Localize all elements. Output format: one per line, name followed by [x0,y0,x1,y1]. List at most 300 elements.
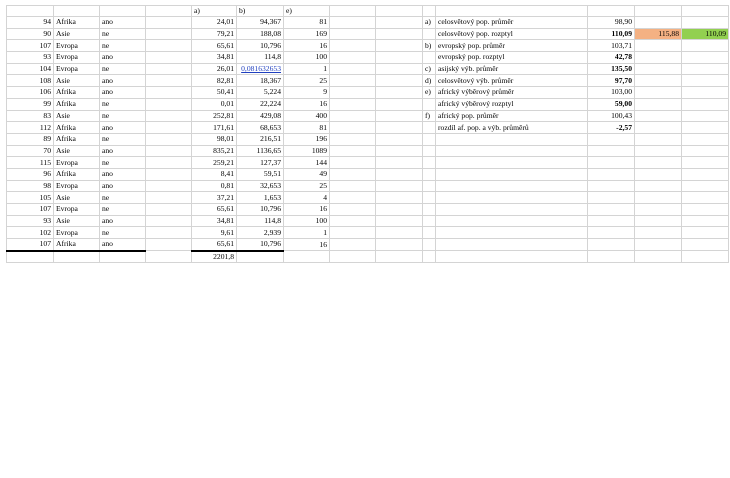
cell[interactable] [436,157,588,169]
cell[interactable] [635,168,682,180]
stat-label[interactable]: celosvětový výb. průměr [436,75,588,87]
cell-yes-no[interactable]: ne [100,28,146,40]
cell[interactable] [146,28,192,40]
cell-b[interactable]: 10,796 [237,239,284,251]
cell-a[interactable]: 65,61 [192,204,237,216]
cell-yes-no[interactable]: ano [100,215,146,227]
cell[interactable] [146,122,192,134]
cell[interactable] [682,215,729,227]
stat-tag[interactable]: d) [423,75,436,87]
cell[interactable] [376,145,423,157]
cell[interactable] [376,192,423,204]
cell[interactable] [588,192,635,204]
cell[interactable] [635,227,682,239]
cell-number[interactable]: 112 [7,122,54,134]
cell-number[interactable]: 70 [7,145,54,157]
stat-label[interactable]: evropský pop. průměr [436,40,588,52]
stat-tag[interactable]: a) [423,17,436,29]
stat-value[interactable]: 135,50 [588,63,635,75]
cell[interactable] [376,98,423,110]
cell-continent[interactable]: Afrika [54,133,100,145]
cell[interactable] [635,180,682,192]
cell[interactable] [682,40,729,52]
stat-value[interactable]: 98,90 [588,17,635,29]
cell-b[interactable]: 1136,65 [237,145,284,157]
cell[interactable] [376,87,423,99]
stat-label[interactable]: africký výběrový průměr [436,87,588,99]
cell-number[interactable]: 106 [7,87,54,99]
cell-a[interactable]: 252,81 [192,110,237,122]
cell-number[interactable]: 94 [7,17,54,29]
cell[interactable] [588,180,635,192]
cell-yes-no[interactable]: ano [100,87,146,99]
cell[interactable] [330,98,376,110]
cell-a[interactable]: 8,41 [192,168,237,180]
cell[interactable] [7,6,54,17]
cell[interactable] [635,52,682,64]
cell[interactable] [423,180,436,192]
cell-number[interactable]: 107 [7,204,54,216]
cell[interactable] [330,192,376,204]
cell-a[interactable]: 98,01 [192,133,237,145]
cell-number[interactable]: 96 [7,168,54,180]
cell[interactable] [376,180,423,192]
cell-continent[interactable]: Afrika [54,122,100,134]
cell-continent[interactable]: Evropa [54,157,100,169]
stat-label[interactable]: asijský výb. průměr [436,63,588,75]
cell-e[interactable]: 144 [284,157,330,169]
cell-a[interactable]: 9,61 [192,227,237,239]
cell-yes-no[interactable]: ne [100,133,146,145]
cell[interactable] [54,251,100,263]
cell-number[interactable]: 107 [7,239,54,251]
stat-value[interactable]: -2,57 [588,122,635,134]
cell[interactable] [682,239,729,251]
cell[interactable] [423,157,436,169]
stat-tag[interactable] [423,28,436,40]
cell-continent[interactable]: Afrika [54,168,100,180]
cell-number[interactable]: 90 [7,28,54,40]
cell[interactable] [588,227,635,239]
cell[interactable] [330,17,376,29]
stat-value[interactable]: 110,09 [588,28,635,40]
cell-b[interactable]: 127,37 [237,157,284,169]
cell[interactable] [423,204,436,216]
cell[interactable] [588,239,635,251]
cell-a[interactable]: 26,01 [192,63,237,75]
cell-yes-no[interactable]: ano [100,145,146,157]
cell-e[interactable]: 49 [284,168,330,180]
cell[interactable] [146,192,192,204]
cell[interactable] [635,145,682,157]
cell-e[interactable]: 1089 [284,145,330,157]
cell[interactable] [146,52,192,64]
cell[interactable] [682,192,729,204]
cell[interactable] [635,133,682,145]
cell-a[interactable]: 34,81 [192,215,237,227]
cell-e[interactable]: 100 [284,215,330,227]
cell-b[interactable]: 59,51 [237,168,284,180]
cell-yes-no[interactable]: ne [100,63,146,75]
stat-label[interactable]: africký výběrový rozptyl [436,98,588,110]
cell[interactable] [146,227,192,239]
cell-a[interactable]: 65,61 [192,40,237,52]
cell[interactable] [635,157,682,169]
cell[interactable] [146,75,192,87]
cell-a[interactable]: 37,21 [192,192,237,204]
stat-value[interactable]: 42,78 [588,52,635,64]
cell[interactable] [376,168,423,180]
cell-number[interactable]: 93 [7,215,54,227]
cell[interactable] [635,204,682,216]
cell[interactable] [423,192,436,204]
cell[interactable] [436,192,588,204]
cell-b[interactable]: 429,08 [237,110,284,122]
cell[interactable] [682,87,729,99]
cell-e[interactable]: 196 [284,133,330,145]
cell-a[interactable]: 0,81 [192,180,237,192]
total-a[interactable]: 2201,8 [192,251,237,263]
cell[interactable] [635,122,682,134]
cell[interactable] [635,110,682,122]
cell[interactable] [682,204,729,216]
cell-a[interactable]: 79,21 [192,28,237,40]
cell-yes-no[interactable]: ano [100,168,146,180]
cell[interactable] [376,122,423,134]
cell[interactable] [146,87,192,99]
cell[interactable] [436,180,588,192]
cell-a[interactable]: 50,41 [192,87,237,99]
cell[interactable] [376,75,423,87]
cell-continent[interactable]: Asie [54,75,100,87]
cell-b[interactable]: 10,796 [237,204,284,216]
cell-a[interactable]: 259,21 [192,157,237,169]
cell[interactable] [376,239,423,251]
cell[interactable] [146,157,192,169]
cell[interactable] [54,6,100,17]
cell[interactable] [376,28,423,40]
cell-continent[interactable]: Evropa [54,52,100,64]
cell[interactable] [423,227,436,239]
cell-yes-no[interactable]: ano [100,180,146,192]
cell-yes-no[interactable]: ano [100,122,146,134]
cell[interactable] [376,133,423,145]
cell[interactable] [588,251,635,263]
stat-tag[interactable] [423,98,436,110]
cell[interactable] [588,133,635,145]
cell-yes-no[interactable]: ne [100,192,146,204]
cell[interactable] [376,40,423,52]
cell[interactable] [330,215,376,227]
cell[interactable] [100,6,146,17]
cell[interactable] [682,6,729,17]
cell-yes-no[interactable]: ne [100,227,146,239]
stat-label[interactable]: celosvětový pop. průměr [436,17,588,29]
cell-b[interactable]: 0,081632653 [237,63,284,75]
cell-continent[interactable]: Evropa [54,180,100,192]
cell-b[interactable]: 114,8 [237,52,284,64]
cell[interactable] [682,145,729,157]
cell-a[interactable]: 65,61 [192,239,237,251]
cell[interactable] [330,145,376,157]
cell-e[interactable]: 16 [284,40,330,52]
cell[interactable] [423,251,436,263]
cell[interactable] [146,204,192,216]
cell-e[interactable]: 100 [284,52,330,64]
cell-yes-no[interactable]: ne [100,157,146,169]
cell-b[interactable]: 5,224 [237,87,284,99]
cell-b[interactable]: 1,653 [237,192,284,204]
cell[interactable] [330,180,376,192]
cell[interactable] [635,63,682,75]
cell-b[interactable]: 216,51 [237,133,284,145]
cell-a[interactable]: 34,81 [192,52,237,64]
cell[interactable] [635,6,682,17]
stat-value[interactable]: 97,70 [588,75,635,87]
cell-yes-no[interactable]: ne [100,98,146,110]
cell-continent[interactable]: Asie [54,215,100,227]
cell[interactable] [635,251,682,263]
cell[interactable] [376,110,423,122]
cell[interactable] [635,87,682,99]
cell-yes-no[interactable]: ano [100,239,146,251]
cell[interactable] [436,168,588,180]
stat-tag[interactable]: f) [423,110,436,122]
header-e[interactable]: e) [284,6,330,17]
cell-b[interactable]: 22,224 [237,98,284,110]
stat-label[interactable]: africký pop. průměr [436,110,588,122]
cell-a[interactable]: 835,21 [192,145,237,157]
cell[interactable] [146,6,192,17]
cell-b[interactable]: 18,367 [237,75,284,87]
stat-value[interactable]: 59,00 [588,98,635,110]
cell-continent[interactable]: Asie [54,28,100,40]
cell[interactable] [682,63,729,75]
stat-tag[interactable] [423,52,436,64]
cell[interactable] [635,75,682,87]
cell[interactable] [423,133,436,145]
cell[interactable] [146,239,192,251]
cell[interactable] [330,6,376,17]
cell-b[interactable]: 68,653 [237,122,284,134]
cell[interactable] [330,227,376,239]
cell[interactable] [436,251,588,263]
cell-b[interactable]: 94,367 [237,17,284,29]
stat-label[interactable]: evropský pop. rozptyl [436,52,588,64]
cell[interactable] [588,157,635,169]
cell-b[interactable]: 114,8 [237,215,284,227]
cell-a[interactable]: 82,81 [192,75,237,87]
cell[interactable] [330,122,376,134]
cell[interactable] [682,122,729,134]
cell-a[interactable]: 0,01 [192,98,237,110]
stat-value[interactable]: 103,00 [588,87,635,99]
cell-b[interactable]: 32,653 [237,180,284,192]
cell[interactable] [146,98,192,110]
cell[interactable] [330,157,376,169]
cell-yes-no[interactable]: ano [100,75,146,87]
cell[interactable] [682,157,729,169]
cell-continent[interactable]: Asie [54,110,100,122]
cell-e[interactable]: 16 [284,239,330,251]
cell[interactable] [588,215,635,227]
cell[interactable] [146,110,192,122]
cell-e[interactable]: 1 [284,63,330,75]
cell[interactable] [436,215,588,227]
cell[interactable] [146,251,192,263]
cell[interactable] [376,204,423,216]
cell[interactable] [682,98,729,110]
cell-e[interactable]: 81 [284,122,330,134]
stat-tag[interactable]: e) [423,87,436,99]
cell-number[interactable]: 107 [7,40,54,52]
cell-e[interactable]: 1 [284,227,330,239]
cell[interactable] [682,17,729,29]
cell[interactable] [682,110,729,122]
cell-e[interactable]: 9 [284,87,330,99]
cell-e[interactable]: 25 [284,75,330,87]
cell-continent[interactable]: Evropa [54,227,100,239]
cell[interactable] [588,145,635,157]
cell-continent[interactable]: Afrika [54,98,100,110]
cell[interactable] [330,168,376,180]
cell[interactable] [330,204,376,216]
cell[interactable] [682,52,729,64]
cell-number[interactable]: 89 [7,133,54,145]
cell[interactable] [376,52,423,64]
cell-continent[interactable]: Asie [54,192,100,204]
cell-number[interactable]: 99 [7,98,54,110]
cell-number[interactable]: 98 [7,180,54,192]
cell[interactable] [146,17,192,29]
cell[interactable] [436,145,588,157]
cell[interactable] [588,204,635,216]
cell[interactable] [376,6,423,17]
cell[interactable] [146,63,192,75]
cell[interactable] [376,157,423,169]
cell-number[interactable]: 105 [7,192,54,204]
cell[interactable] [635,98,682,110]
stat-tag[interactable]: b) [423,40,436,52]
cell[interactable] [588,6,635,17]
cell[interactable] [682,180,729,192]
stat-tag[interactable] [423,122,436,134]
cell[interactable] [7,251,54,263]
cell[interactable] [146,40,192,52]
cell[interactable] [682,75,729,87]
cell-continent[interactable]: Afrika [54,239,100,251]
cell-yes-no[interactable]: ne [100,40,146,52]
cell[interactable] [330,75,376,87]
cell-number[interactable]: 108 [7,75,54,87]
cell[interactable] [330,52,376,64]
cell[interactable] [436,227,588,239]
cell[interactable] [376,251,423,263]
cell-yes-no[interactable]: ne [100,204,146,216]
cell-continent[interactable]: Afrika [54,87,100,99]
cell-number[interactable]: 102 [7,227,54,239]
cell-continent[interactable]: Evropa [54,40,100,52]
cell[interactable] [330,110,376,122]
cell[interactable] [423,6,436,17]
stat-label[interactable]: rozdíl af. pop. a výb. průměrů [436,122,588,134]
cell-number[interactable]: 93 [7,52,54,64]
cell-continent[interactable]: Evropa [54,63,100,75]
cell[interactable] [682,227,729,239]
cell-e[interactable]: 16 [284,204,330,216]
cell[interactable] [682,168,729,180]
cell-e[interactable]: 4 [284,192,330,204]
cell[interactable] [423,145,436,157]
cell-e[interactable]: 81 [284,17,330,29]
cell-b[interactable]: 188,08 [237,28,284,40]
cell-continent[interactable]: Evropa [54,204,100,216]
cell[interactable] [635,239,682,251]
cell-yes-no[interactable]: ne [100,110,146,122]
cell[interactable] [330,239,376,251]
cell[interactable] [330,28,376,40]
cell-b[interactable]: 10,796 [237,40,284,52]
cell[interactable] [588,168,635,180]
cell[interactable] [436,204,588,216]
cell-yes-no[interactable]: ano [100,52,146,64]
cell-number[interactable]: 83 [7,110,54,122]
cell[interactable] [635,40,682,52]
cell[interactable] [376,215,423,227]
cell-a[interactable]: 171,61 [192,122,237,134]
cell-number[interactable]: 115 [7,157,54,169]
cell-number[interactable]: 104 [7,63,54,75]
cell[interactable] [376,227,423,239]
cell[interactable] [100,251,146,263]
cell[interactable] [376,17,423,29]
cell-b[interactable]: 2,939 [237,227,284,239]
cell[interactable] [423,215,436,227]
cell[interactable] [423,239,436,251]
cell[interactable] [284,251,330,263]
cell[interactable] [376,63,423,75]
stat-label[interactable]: celosvětový pop. rozptyl [436,28,588,40]
cell[interactable] [330,251,376,263]
cell[interactable] [146,168,192,180]
cell-continent[interactable]: Asie [54,145,100,157]
header-a[interactable]: a) [192,6,237,17]
cell-e[interactable]: 400 [284,110,330,122]
stat-extra-green[interactable]: 110,09 [682,28,729,40]
cell[interactable] [682,251,729,263]
stat-value[interactable]: 100,43 [588,110,635,122]
cell-e[interactable]: 25 [284,180,330,192]
cell-continent[interactable]: Afrika [54,17,100,29]
cell[interactable] [436,239,588,251]
cell-e[interactable]: 16 [284,98,330,110]
cell[interactable] [330,63,376,75]
cell[interactable] [330,133,376,145]
cell[interactable] [330,87,376,99]
header-b[interactable]: b) [237,6,284,17]
cell[interactable] [146,180,192,192]
cell[interactable] [146,215,192,227]
stat-value[interactable]: 103,71 [588,40,635,52]
stat-extra-orange[interactable]: 115,88 [635,28,682,40]
cell[interactable] [436,6,588,17]
cell-e[interactable]: 169 [284,28,330,40]
cell[interactable] [436,133,588,145]
cell[interactable] [682,133,729,145]
cell[interactable] [635,192,682,204]
cell[interactable] [635,215,682,227]
cell[interactable] [635,17,682,29]
